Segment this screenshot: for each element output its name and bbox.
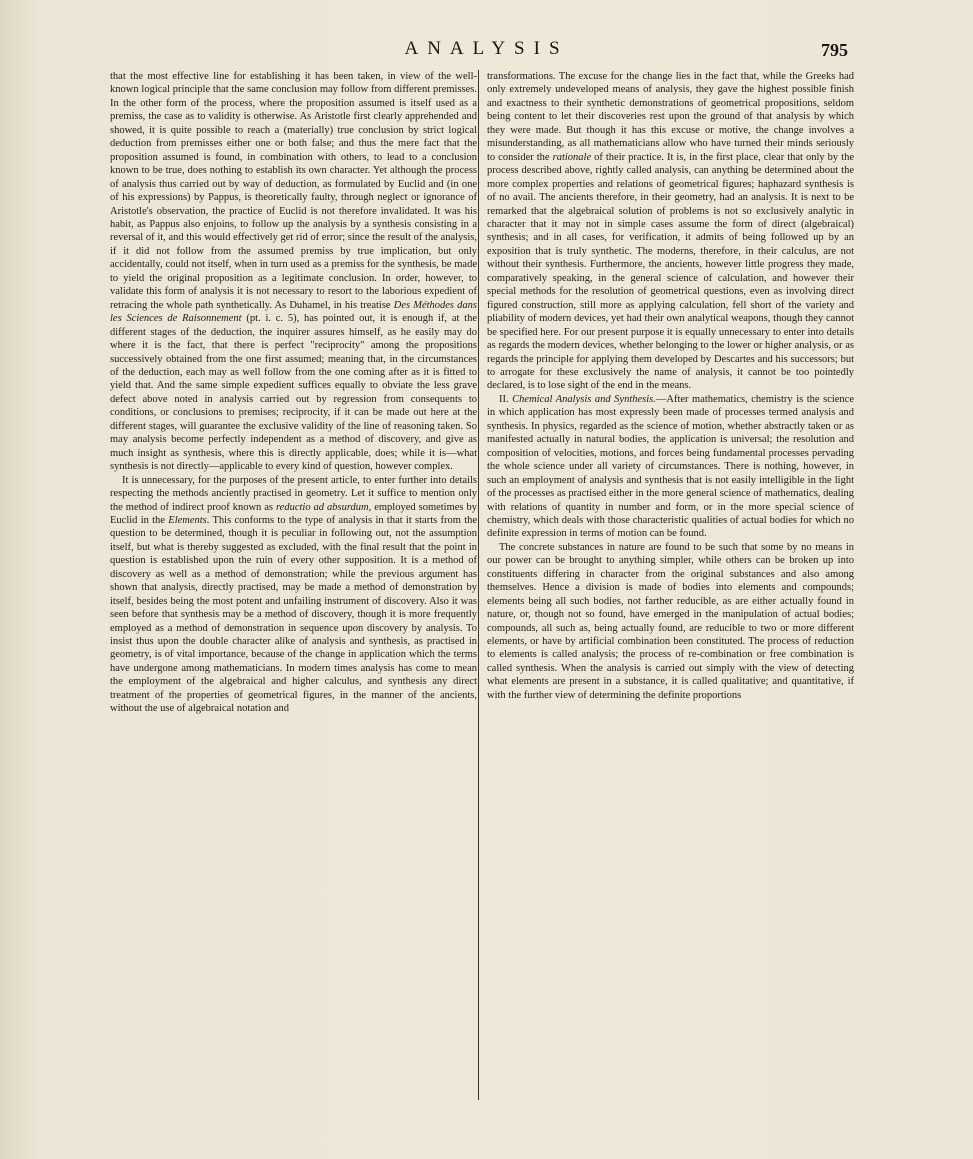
latin-term: reductio ad absurdum — [275, 501, 369, 513]
book-title: Des Méthodes dans les Sciences de Raisonnement — [110, 299, 477, 325]
running-title: ANALYSIS — [404, 38, 569, 59]
section-number: II. — [499, 393, 509, 405]
left-column — [110, 70, 477, 716]
section-paragraph: II. Chemical Analysis and Synthesis.—After mathematics, chemistry is the science in which application has most expressly been made of processes termed analysis and synthesis. In physics, regarded as the science of motion, whether abstractly taken or as manifested actually in natural bodies, the application is universal; the resolution and composition of velocities, motions, and forces being fundamental processes pervading the whole science under all variety of circumstances. There is nothing, however, in such an employment of analysis and synthesis that is not easily intelligible in the light of the processes as practised either in the more general science of mathematics, dealing with relations of quantity in number and form, or in the more special science of chemistry, which deals with those characteristic qualities of actual bodies for which no definite expression in terms of motion can be found. — [487, 393, 854, 540]
italic-term: rationale — [552, 151, 592, 163]
paragraph: that the most effective line for establishing it has been taken, in view of the well-known logical principle that the same conclusion may follow from different premisses. In the other form of the process, where the proposition assumed is itself used as a premiss, the case as to validity is otherwise. As Aristotle first clearly apprehended and showed, it is quite possible to reach a (materially) true conclusion by strict logical deduction from premisses either one or both false; and thus the mere fact that the proposition assumed is found, in combination with others, to lead to a conclusion known to be true, does nothing to establish its own character. Yet although the process of analysis thus carried out by way of deduction, as formulated by Euclid and (in one of his expressions) by Pappus, is theoretically faulty, through neglect or ignorance of Aristotle's observation, the practice of Euclid is not therefore invalidated. It was his habit, as Pappus also enjoins, to follow up the analysis by a synthesis consisting in a reversal of it, and this would effectively get rid of error; since the result of the analysis, if it did not follow from the assumed premiss by true implication, but only accidentally, could not itself, when in turn used as a premiss for the synthesis, be made to yield the original proposition as a legitimate conclusion. In order, however, to validate this form of analysis it is not necessary to resort to the laborious expedient of retracing the whole path synthetically. As Duhamel, in his treatise Des Méthodes dans les Sciences de Raisonnement (pt. i. c. 5), has pointed out, it is enough if, at the different stages of the deduction, the inquirer assures himself, as he easily may do where it is the fact, that there is perfect "reciprocity" among the propositions successively obtained from the one first assumed; meaning that, in the circumstances of the deduction, each may as well follow from the one coming after as it is fitted to yield that. And the same simple expedient suffices equally to obviate the less grave defect above noted in analysis carried out by regression from consequents to conditions, or conclusions to premises; reciprocity, if it can be made out here at the different stages, will guarantee the exclusive validity of the line of reasoning taken. So may analysis become perfectly independent as a method of discovery, and give as much insight as synthesis, where this is directly applicable, does; while it is—what synthesis is not directly—applicable to every kind of question, however complex. — [110, 71, 478, 473]
right-column — [487, 70, 854, 702]
work-title: Elements — [168, 514, 207, 526]
paragraph: transformations. The excuse for the change lies in the fact that, while the Greeks had only extremely undeveloped means of analysis, they gave the highest possible finish and exactness to their synthetic demonstrations of geometrical propositions, seldom being content to let their discoveries rest upon the ground of that analysis by which they were made. But though it has this excuse or motive, the change involves a misunderstanding, as all mathematicians allow who have turned their minds seriously to consider the rationale of their practice. It is, in the first place, clear that only by the process described above, rightly called analysis, can anything be determined about the more complex properties and relations of geometrical figures; haphazard synthesis is of no avail. The ancients therefore, in their geometry, had an analysis. It is next to be remarked that the algebraical solution of problems is not so exclusively analytic in character that it may not in simple cases assume the form of direct (algebraical) synthesis; and in all cases, for verification, it admits of being followed up by an exposition that is truly synthetic. The moderns, therefore, in their calculus, are not without their synthesis. Furthermore, the ancients, however little progress they made, comparatively speaking, in the general science of calculation, and however their special methods for the resolution of geometrical questions, even as involving direct figured construction, still more as applying calculation, fell short of the variety and pliability of modern devices, yet had their own analytical weapons, though they cannot be specified here. For our present purpose it is equally unnecessary to enter into details as regards the modern devices, whether belonging to the lower or higher analysis, or as regards the principle for applying them developed by Descartes and his successors; but to arrogate for these exclusively the name of analysis, it cannot be too pointedly declared, is to lose sight of the end in the means. — [487, 71, 854, 392]
column-rule — [478, 70, 479, 1100]
paragraph: It is unnecessary, for the purposes of the present article, to enter further into details respecting the methods anciently practised in geometry. Let it suffice to mention only the method of indirect proof known as reductio ad absurdum, employed sometimes by Euclid in the Elements. This conforms to the type of analysis in that it starts from the question to be determined, though it is peculiar in following out, not the assumption itself, but what is thereby suggested as excluded, with the final result that the point in question is established upon the ruin of every other supposition. It is a method of discovery as well as a method of demonstration; while the previous argument has shown that analysis, directly practised, may be made a method of demonstration by itself, besides being the most potent and unfailing instrument of discovery. Also it was seen before that synthesis may be a method of discovery, though it is more frequently employed as a method of demonstration in sequence upon discovery by analysis. To insist thus upon the double character alike of analysis and synthesis, as practised in geometry, is of vital importance, because of the change in application which the terms have undergone among mathematicians. In modern times analysis has come to mean the employment of the algebraical and higher calculus, and synthesis any direct treatment of the properties of geometrical figures, in the manner of the ancients, without the use of algebraical notation and — [110, 474, 478, 715]
section-heading: Chemical Analysis and Synthesis. — [512, 393, 656, 405]
page-number: 795 — [821, 40, 848, 60]
paragraph: The concrete substances in nature are found to be such that some by no means in our power can be brought to anything simpler, while others can be broken up into constituents differing in character from the original substances and also among themselves. Hence a division is made of bodies into elements and compounds; elements being all such bodies, not farther reducible, as are either actually found in nature, or, though not so found, have emerged in the manipulation of actual bodies; compounds, all such as, being actually found, are reducible to two or more different elements, or have by artificial combination been constituted. The process of reduction to elements is called analysis; the process of re-combination or free combination is called synthesis. When the analysis is carried out simply with the view of detecting what elements are present in a substance, it is called qualitative; and quantitative, if with the further view of determining the definite proportions — [487, 541, 854, 701]
